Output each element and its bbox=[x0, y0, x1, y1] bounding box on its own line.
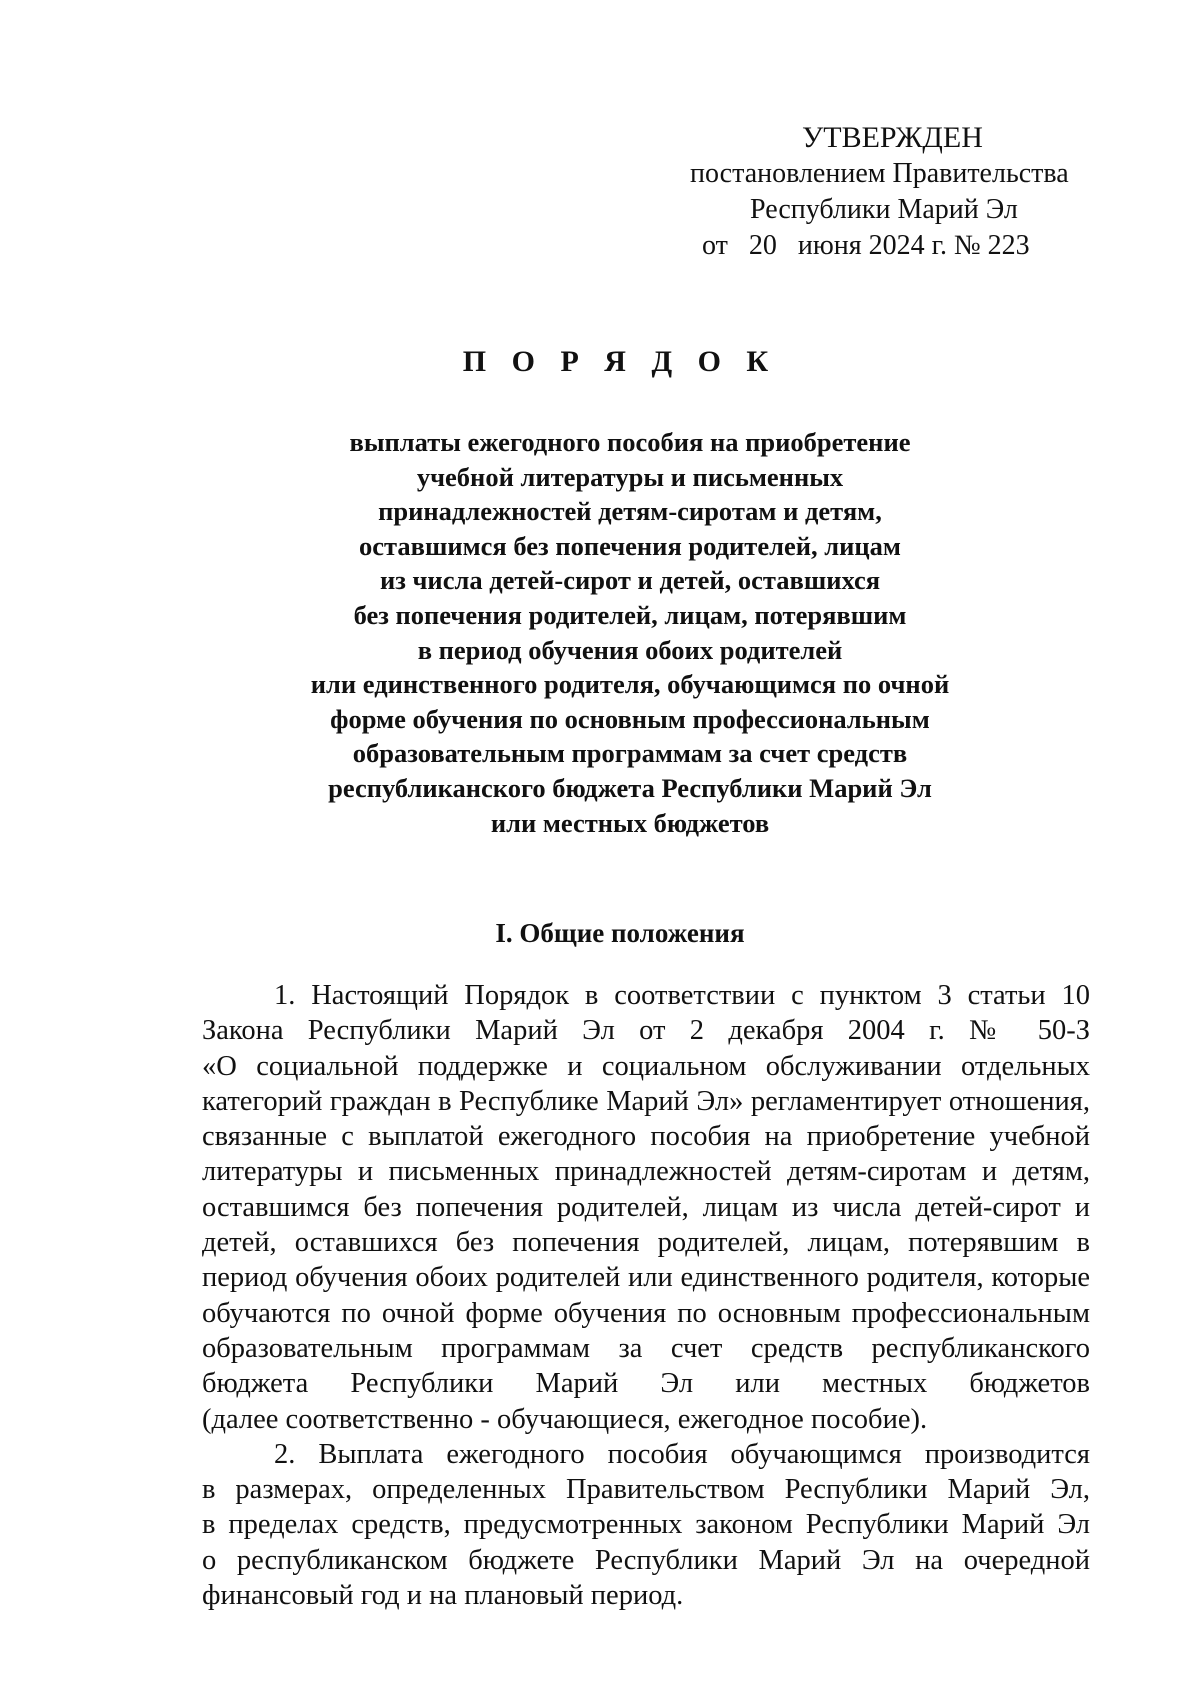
paragraph-1-line: «О социальной поддержке и социальном обслуживании отдельных bbox=[202, 1050, 1090, 1082]
section-heading: I. Общие положения bbox=[495, 918, 745, 948]
subtitle-line: учебной литературы и письменных bbox=[416, 461, 844, 492]
section-body bbox=[202, 978, 1090, 1613]
paragraph-1-line: литературы и письменных принадлежностей детям-сиротам и детям, bbox=[202, 1156, 1090, 1188]
subtitle-line: в период обучения обоих родителей bbox=[417, 634, 843, 665]
subtitle-line: принадлежностей детям-сиротам и детям, bbox=[378, 496, 882, 527]
subtitle-line: или местных бюджетов bbox=[490, 807, 770, 838]
paragraph-1-line: связанные с выплатой ежегодного пособия на приобретение учебной bbox=[202, 1121, 1090, 1153]
paragraph-1-line: период обучения обоих родителей или единственного родителя, которые bbox=[202, 1262, 1090, 1294]
approval-heading: УТВЕРЖДЕН bbox=[802, 121, 983, 154]
document-title: П О Р Я Д О К bbox=[462, 345, 778, 378]
subtitle-line: или единственного родителя, обучающимся по очной bbox=[310, 669, 950, 700]
paragraph-1-line: 1. Настоящий Порядок в соответствии с пунктом 3 статьи 10 bbox=[274, 980, 1090, 1011]
paragraph-1-line: оставшимся без попечения родителей, лицам из числа детей-сирот и bbox=[202, 1191, 1090, 1223]
paragraph-2-line: в пределах средств, предусмотренных законом Республики Марий Эл bbox=[202, 1509, 1090, 1541]
approval-date-number: от 20 июня 2024 г. № 223 bbox=[702, 230, 1030, 261]
paragraph-1-line: образовательным программам за счет средств республиканского bbox=[202, 1332, 1090, 1364]
subtitle-line: без попечения родителей, лицам, потерявшим bbox=[353, 599, 907, 630]
subtitle-line: республиканского бюджета Республики Марий Эл bbox=[328, 772, 932, 803]
subtitle-line: форме обучения по основным профессиональным bbox=[330, 703, 930, 734]
subtitle-line: оставшимся без попечения родителей, лицам bbox=[359, 530, 901, 561]
paragraph-2-line: 2. Выплата ежегодного пособия обучающимся производится bbox=[274, 1438, 1090, 1470]
paragraph-1-line: бюджета Республики Марий Эл или местных бюджетов bbox=[202, 1368, 1090, 1400]
paragraph-1-line: (далее соответственно - обучающиеся, ежегодное пособие). bbox=[202, 1403, 928, 1435]
paragraph-2-line: о республиканском бюджете Республики Марий Эл на очередной bbox=[202, 1544, 1090, 1576]
approval-authority: постановлением Правительства bbox=[690, 158, 1069, 189]
subtitle-line: выплаты ежегодного пособия на приобретение bbox=[349, 427, 911, 457]
approval-republic: Республики Марий Эл bbox=[750, 194, 1018, 225]
paragraph-1-line: обучаются по очной форме обучения по основным профессиональным bbox=[202, 1297, 1090, 1329]
paragraph-1-line: детей, оставшихся без попечения родителей, лицам, потерявшим в bbox=[202, 1227, 1090, 1259]
paragraph-1-line: категорий граждан в Республике Марий Эл» регламентирует отношения, bbox=[202, 1085, 1090, 1117]
paragraph-1-line: Закона Республики Марий Эл от 2 декабря 2004 г. № 50-З bbox=[202, 1015, 1090, 1047]
subtitle-line: из числа детей-сирот и детей, оставшихся bbox=[379, 565, 881, 596]
paragraph-2-line: финансовый год и на плановый период. bbox=[202, 1580, 684, 1612]
paragraph-2-line: в размерах, определенных Правительством Республики Марий Эл, bbox=[202, 1474, 1090, 1506]
subtitle-line: образовательным программам за счет средств bbox=[352, 738, 908, 769]
document-subtitle bbox=[250, 425, 1010, 840]
